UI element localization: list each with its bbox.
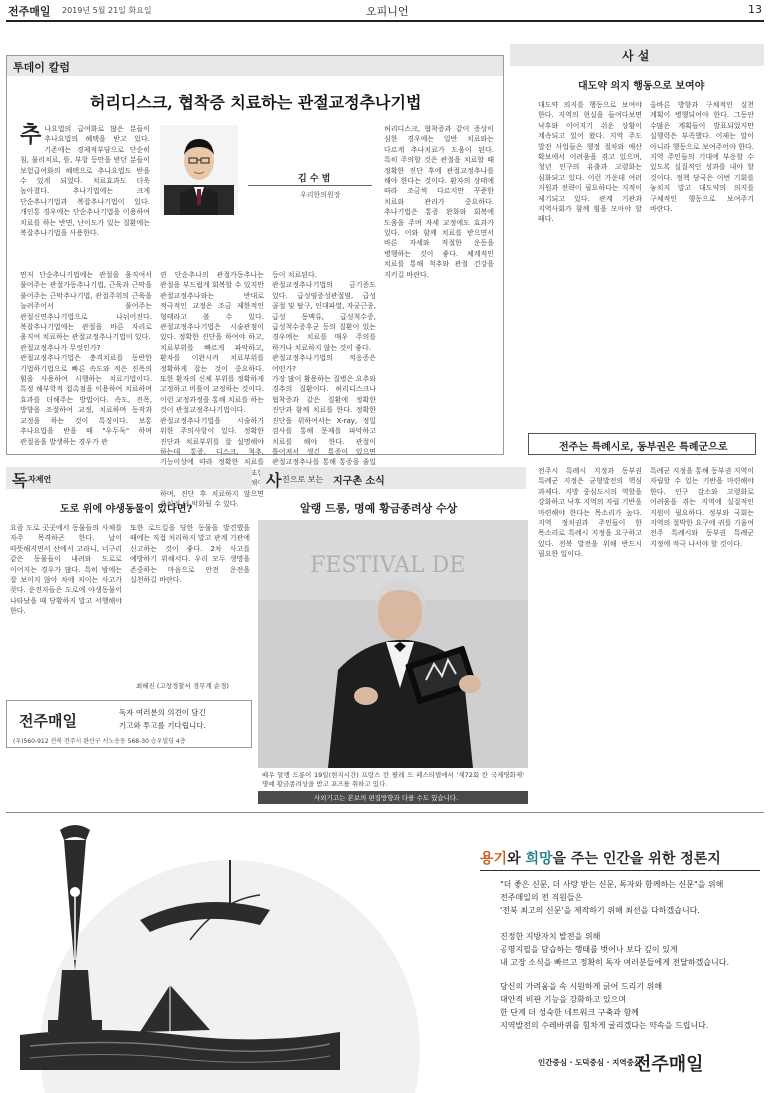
ad-slogan: 인간중심 · 도덕중심 · 지역중심: [538, 1058, 642, 1067]
ad-paragraph-1: "더 좋은 신문, 더 사랑 받는 신문, 독자와 함께하는 신문"을 위해 전주매일의 전 직원들은 '전북 최고의 신문'을 제작하기 위해 최선을 다하겠습니다.: [500, 880, 724, 915]
column-category: 투데이 칼럼: [13, 61, 70, 74]
reader-signature: 최혜진 (고창경찰서 경무계 순경): [136, 682, 229, 690]
header-page-number: 13: [748, 3, 762, 16]
ad-paragraph-3: 당신의 가려움을 속 시원하게 긁어 드리기 위해 대안적 비판 기능을 강화하고 있으며 한 단계 더 성숙한 네트워크 구축과 함께 지역발전의 수레바퀴를 힘차게 굴리겠다는 약속을 드립니다.: [500, 982, 709, 1030]
reader-label-big: 독: [12, 471, 28, 490]
column-text-1a: [20, 124, 150, 267]
editorial-headline-2-box: [528, 433, 756, 455]
photo-label-big: 사: [266, 471, 282, 490]
column-paragraph: 나요법의 급여화로 많은 분들이 추나요법의 혜택을 받고 있다. 기존에는 경제적부담으로 단순히 침, 물리치료, 뜸, 부항 등만을 받던 분들이 보험급여화의 혜택으로 추나요법도 받을 수 있게 되었다. 치료효과도 더욱 높아졌다. 추나기법에는 크게 단순추나기법과 복잡추나기법이 있다. 개인통 경우에는 단순추나기법을 이용하여 치료를 하는 반면, 난이도가 있는 질환에는 복잡추나기법을 사용한다.: [20, 125, 150, 238]
ad-headline-mid: 와: [507, 851, 526, 867]
ad-illustration: [20, 820, 340, 1070]
ad-headline-word-1: 용기: [480, 851, 508, 867]
photo-label-bar: [260, 467, 526, 489]
promo-line-2: 기고와 투고를 기다립니다.: [119, 721, 206, 730]
header-paper-name: 전주매일: [8, 5, 51, 18]
reader-headline: 도로 위에 야생동물이 있다면?: [60, 504, 193, 515]
ad-top-rule: [6, 812, 764, 813]
editorial-body-2a: 전주시 특례시 지정과 동부권 특례군 지정은 균형발전의 핵심 과제다. 지방 중심도시의 역할을 강화하고 낙후 지역의 자립 기반을 마련해야 한다는 목소리가 높다. 지역 정치권과 주민들이 한 목소리로 특례시 지정을 요구하고 있다. 전북 발전을 위해 반드시 필요한 일이다.: [538, 467, 642, 559]
editorial-title: 사 설: [622, 49, 650, 63]
reader-label: 자제언: [28, 475, 52, 484]
header-date: 2019년 5월 21일 화요일: [62, 6, 152, 15]
editorial-body-1a: 대도약 의지를 행동으로 보여야 한다. 지역의 현실을 들여다보면 낙후와 이어지기 쉬운 상황이 계속되고 있어 왔다. 지역 주도 발전 사업들은 행정 절차와 예산 확보에서 어려움을 겪고 있으며, 청년 인구의 유출과 고령화는 심화되고 있다. 이런 가운데 여러 지원과 전략이 필요하다는 지적이 제기되고 있다. 관계 기관과 지역사회가 함께 힘을 모아야 할 때다.: [538, 101, 642, 224]
reader-body-b: 또한 로드킬을 당한 동물을 발견했을 때에는 직접 처리하지 말고 관계 기관에 신고하는 것이 좋다. 2차 사고를 예방하기 위해서다. 우리 모두 생명을 존중하는 마음으로 안전 운전을 실천하길 바란다.: [130, 524, 250, 585]
photo-caption: 배우 알랭 드롱이 19일(현지시간) 프랑스 칸 팔레 드 페스티벌에서 '제72회 칸 국제영화제' 명예 황금종려상을 받고 포즈를 취하고 있다.: [262, 771, 524, 788]
promo-line-1: 독자 여러분의 의견이 담긴: [119, 708, 206, 717]
photo-label-title: 지구촌 소식: [333, 476, 385, 487]
promo-address: (우)560-912 전북 전주시 완산구 서노송동 568-30 승우빌딩 4층: [13, 738, 186, 745]
header-section: 오피니언: [366, 5, 409, 18]
reader-body-a: 요즘 도로 곳곳에서 동물들의 사체를 자주 목격하곤 한다. 날이 따뜻해지면서 산에서 고라니, 너구리 같은 동물들이 내려와 도로로 이어지는 경우가 많다. 특히 밤에는 잘 보이지 않아 차에 치이는 사고가 잦다. 운전자들은 도로에 야생동물이 나타났을 때 당황하지 말고 서행해야 한다.: [10, 524, 122, 616]
author-title: 우리한의원장: [300, 191, 341, 199]
column-category-bar: [7, 56, 503, 76]
header-rule: [6, 20, 764, 22]
news-photo: [258, 520, 528, 768]
column-text-3: 등이 치료된다. 관절교정추나기법의 금기증도 있다. 급성염증성관절염, 급성 골절 및 탈구, 인대파열, 자궁근종, 급성 동맥류, 급성척수증, 급성척수증후군 등의 질환이 있는 경우에는 치료를 매우 주의를 하거나 치료하지 않는 것이 좋다. 관절교정추나기법의 적응증은 어떤가? 가장 많이 활용하는 질병은 요추와 경추의 질환이다. 허리디스크나 협착증과 같은 질환에 정확한 진단과 함께 치료를 한다. 정확한 진단을 위하여서는 X-ray, 정밀 검사를 통해 문제를 파악하고 치료를 해야 한다. 관절이 틀어져서 생긴 통증이 있으면 관절교정추나를 통해 통증을 줄일: [272, 271, 376, 467]
photo-label-small: 진으로 보는: [282, 475, 324, 484]
column-headline: 허리디스크, 협착증 치료하는 관절교정추나기법: [90, 93, 422, 112]
disclaimer-text: 사외기고는 본보의 편집방향과 다를 수도 있습니다.: [314, 794, 459, 802]
ad-headline-rest: 을 주는 인간을 위한 정론지: [552, 851, 721, 867]
editorial-body-2b: 특례군 지정을 통해 동부권 지역이 자립할 수 있는 기반을 마련해야 한다. 인구 감소와 고령화로 어려움을 겪는 지역에 실질적인 지원이 필요하다. 정부와 국회는 지역의 절박한 요구에 귀를 기울여 전주 특례시와 동부권 특례군 지정에 적극 나서야 할 것이다.: [650, 467, 754, 548]
promo-logo: 전주매일: [19, 712, 77, 730]
editorial-title-bar: [510, 44, 764, 66]
column-text-4: 허리디스크, 협착증과 같이 증상이 심한 경우에는 일반 치료와는 다르게 추나치료가 도움이 된다. 특히 주의할 것은 관절을 치료할 때 정확한 진단 후에 관절교정추나를 해야 한다는 것이다. 환자의 상태에 따라 조금씩 다르지만 꾸준한 치료와 관리가 중요하다. 추나기법은 통증 완화와 회복에 도움을 주며 자세 교정에도 효과가 있다. 이와 함께 치료를 받으면서 바른 자세와 적절한 운동을 병행하는 것이 좋다. 체계적인 치료를 통해 척추와 관절 건강을 지키길 바란다.: [384, 125, 494, 279]
page-header: [0, 0, 770, 20]
editorial-headline-2: 전주는 특례시로, 동부권은 특례군으로: [559, 442, 728, 453]
photo-headline: 알랭 드롱, 명예 황금종려상 수상: [300, 502, 458, 515]
promo-box: [6, 700, 252, 748]
photo-backdrop-text: FESTIVAL DE: [310, 553, 466, 578]
reader-label-bar: [6, 467, 252, 489]
ad-headline-word-2: 희망: [525, 851, 553, 867]
editorial-headline-1: 대도약 의지 행동으로 보여야: [578, 81, 705, 92]
editorial-body-1b: 올바른 방향과 구체적인 실천 계획이 병행되어야 한다. 그동안 수많은 계획들이 발표되었지만 실행력은 부족했다. 이제는 말이 아니라 행동으로 보여주어야 한다. 지역 주민들의 기대에 부응할 수 있도록 실질적인 성과를 내야 할 것이다. 정책 당국은 이번 기회를 놓치지 말고 대도약의 의지를 구체적인 행동으로 보여주기 바란다.: [650, 101, 754, 214]
author-rule: [248, 185, 372, 186]
ad-paragraph-2: 진정한 지방자치 발전을 위해 공명지필을 담습하는 행태를 벗어나 보다 깊이 있게 내 고장 소식을 빠르고 정확히 독자 여러분들에게 전달하겠습니다.: [500, 932, 729, 967]
column-text-2: 련 단순추나의 관절가동추나는 관절을 부드럽게 회복할 수 있지만 관절교정추나와는 반대로 적극적인 교정은 조금 제한적인 형태라고 볼 수 있다. 관절교정추나기법은 시술관점이 있다. 정확한 진단을 하여야 하고, 치료부위를 빠르게 파악하고, 환자를 이완시켜 치료부위를 정확하게 잡는 것이 중요하다. 또한 환자의 신체 부위를 정확하게 고정하고 비틀어 교정하는 것이다. 이런 교정과정을 통해 치료를 하는 것이 관절교정추나기법이다. 관절교정추나기법을 시술하기 위한 주의사항이 있다. 정확한 진단과 치료부위를 잘 설명해야 하는데 통증, 디스크, 척추, 기능이상에 따라 정확한 치료를 또한 하며, 진단 후 치료하지 않으면 오히려 더 악화될 수 있다.: [160, 271, 264, 508]
ad-headline-underline: [480, 870, 760, 871]
column-text-1b: 먼저 단순추나기법에는 관절을 움직여서 풀어주는 관절가동추나기법, 근육과 근막을 풀어주는 근막추나기법, 관절주위의 근육을 늘려주어서 풀어주는 관절신연추나기법으로 나뉘어진다. 복잡추나기법에는 관절을 바른 자리로 움직여 치료하는 관절교정추나기법이 있다. 관절교정추나가 무엇인가? 관절교정추나기법은 충격치료를 동반한 기법하기법으로 빠른 속도와 적은 진폭의 힘을 사용하여 시행하는 치료기법이다. 특정 해부학적 접촉점을 이용하여 치료하며 효과를 더해주는 방법이다. 속도, 진폭, 방향을 조절하여 교정, 치료하며 동작과 교정을 하는 것이 특징이다. 보통 추나요법을 받을 때 "우두둑" 하며 관절음을 발생하는 경우가 관: [20, 271, 152, 446]
author-photo: [160, 125, 238, 215]
disclaimer-bar: [258, 791, 528, 804]
column-drop-cap: 추: [20, 122, 42, 148]
ad-logo: 전주매일: [634, 1054, 704, 1075]
ad-headline: [480, 848, 721, 868]
author-name: 김 수 범: [298, 174, 331, 184]
